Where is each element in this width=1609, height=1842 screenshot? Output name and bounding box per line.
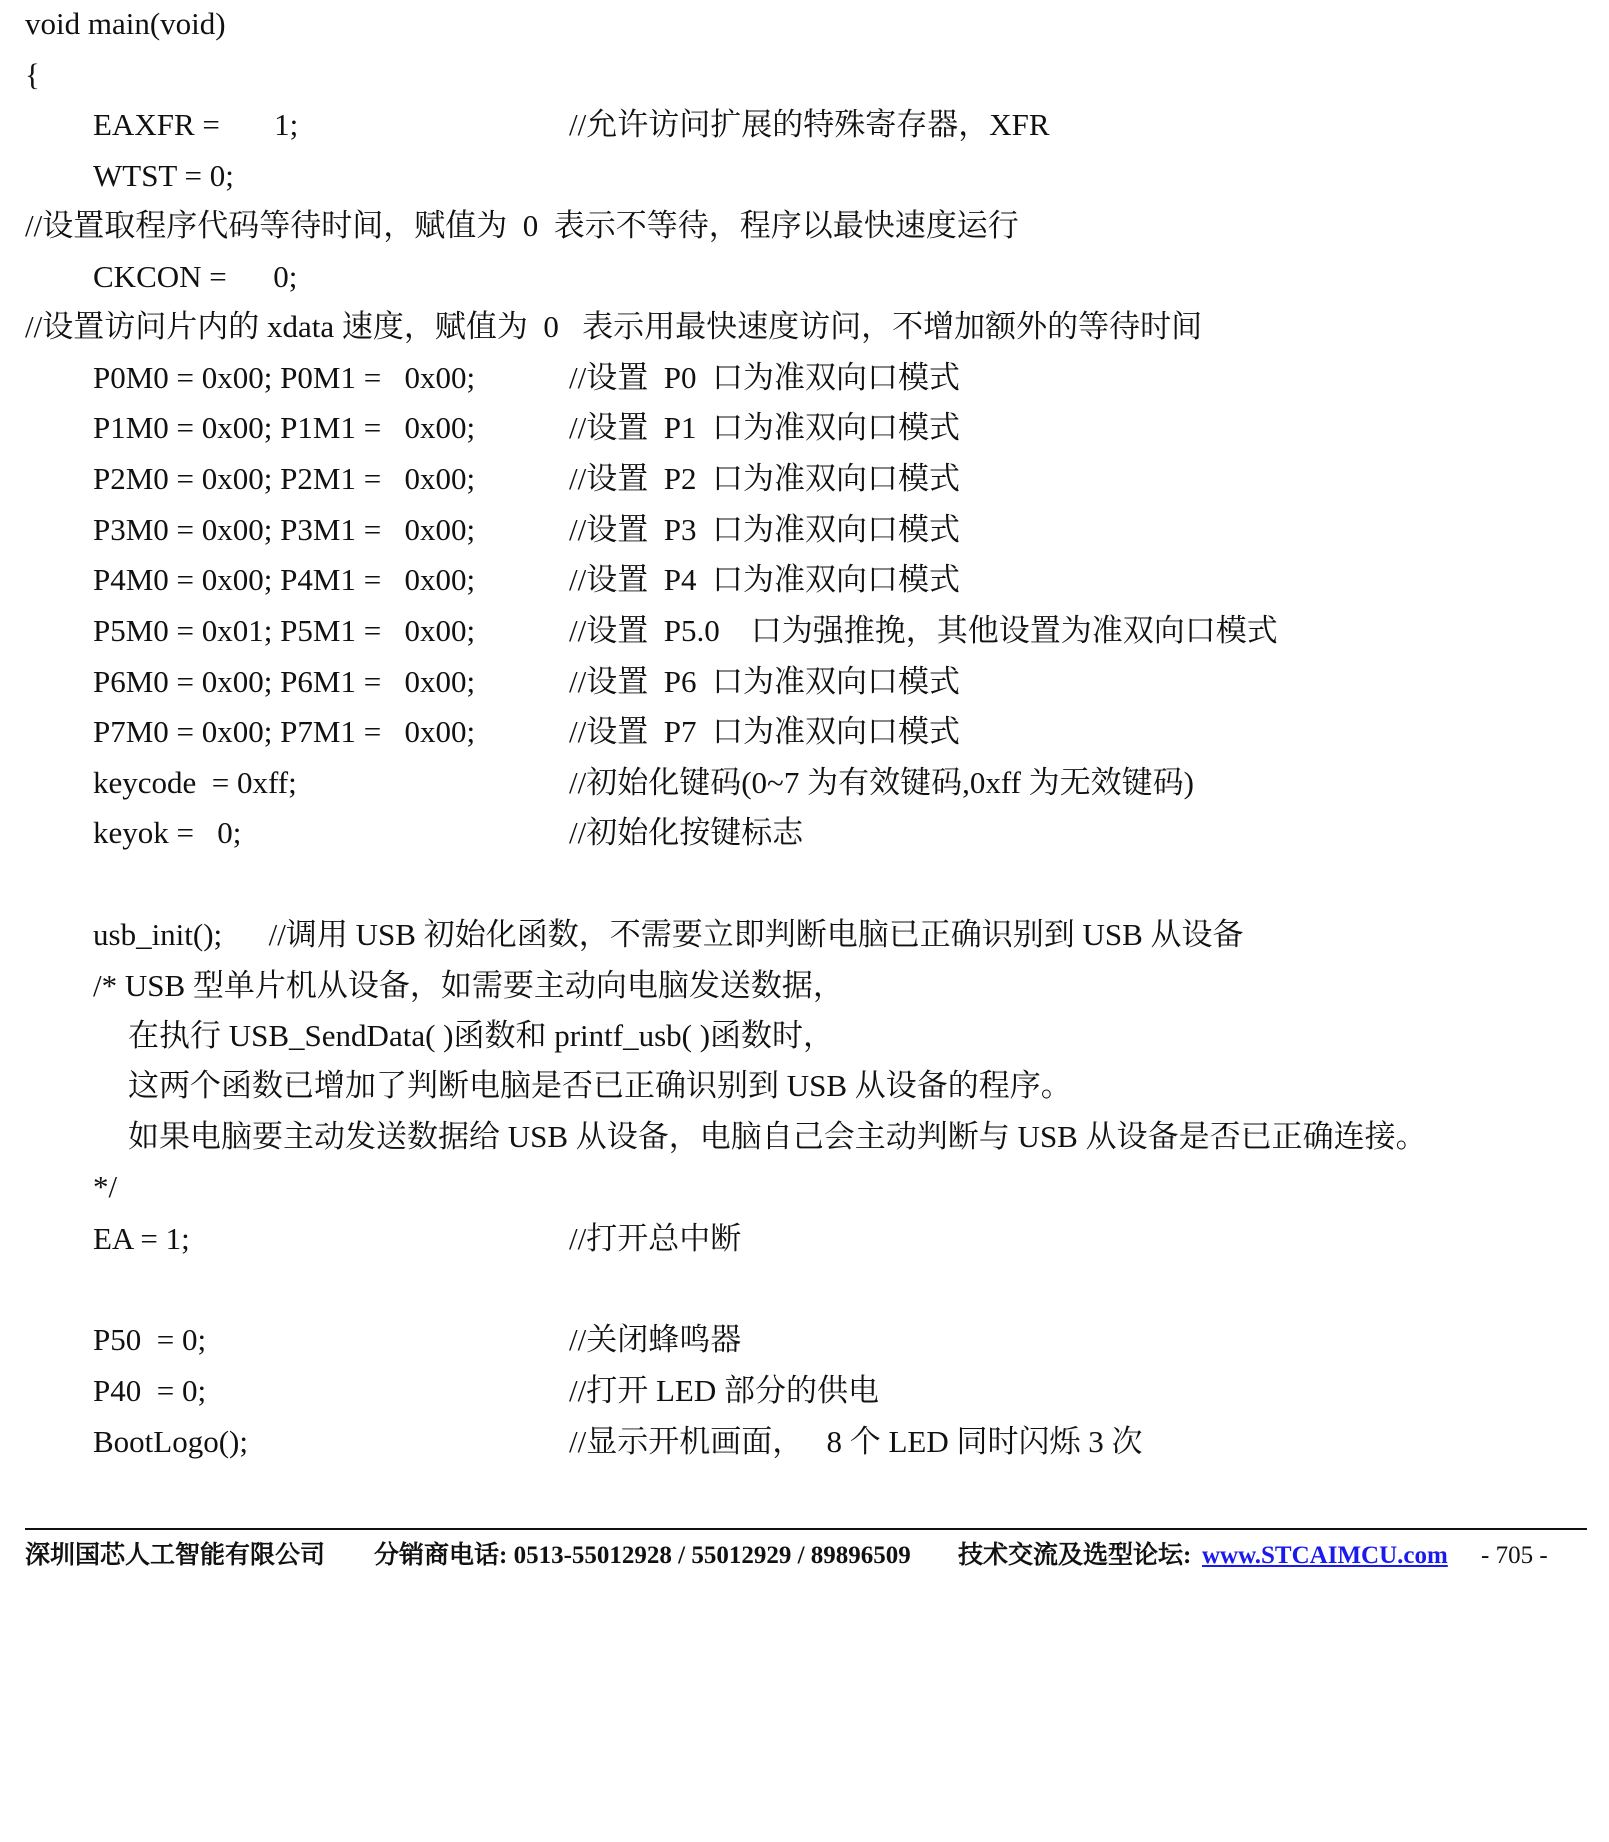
- code-line: P1M0 = 0x00; P1M1 = 0x00;: [93, 410, 476, 445]
- footer-forum-link[interactable]: www.STCAIMCU.com: [1202, 1542, 1448, 1569]
- code-line: P5M0 = 0x01; P5M1 = 0x00;: [93, 613, 476, 648]
- code-line: P7M0 = 0x00; P7M1 = 0x00;: [93, 714, 476, 749]
- code-line: //设置访问片内的 xdata 速度，赋值为 0 表示用最快速度访问，不增加额外的等待时间: [25, 309, 1203, 344]
- code-line: P50 = 0;: [93, 1322, 207, 1357]
- code-line: P40 = 0;: [93, 1373, 207, 1408]
- footer-divider: [25, 1528, 1587, 1530]
- code-line: {: [25, 57, 40, 92]
- code-line: //设置取程序代码等待时间，赋值为 0 表示不等待，程序以最快速度运行: [25, 208, 1019, 243]
- code-comment: //打开总中断: [569, 1221, 742, 1256]
- code-comment: //设置 P2 口为准双向口模式: [569, 461, 960, 496]
- code-comment: //设置 P0 口为准双向口模式: [569, 360, 960, 395]
- code-line: CKCON = 0;: [93, 259, 298, 294]
- code-line: P3M0 = 0x00; P3M1 = 0x00;: [93, 512, 476, 547]
- code-comment: //设置 P6 口为准双向口模式: [569, 664, 960, 699]
- code-comment: //初始化键码(0~7 为有效键码,0xff 为无效键码): [569, 765, 1194, 800]
- code-line: 如果电脑要主动发送数据给 USB 从设备，电脑自己会主动判断与 USB 从设备是否已正确连接。: [128, 1119, 1427, 1154]
- footer-phone: 分销商电话: 0513-55012928 / 55012929 / 89896509: [374, 1542, 911, 1569]
- code-line: keycode = 0xff;: [93, 765, 297, 800]
- code-line: */: [93, 1169, 118, 1204]
- code-comment: //设置 P7 口为准双向口模式: [569, 714, 960, 749]
- code-comment: //设置 P5.0 口为强推挽，其他设置为准双向口模式: [569, 613, 1278, 648]
- code-line: void main(void): [25, 6, 226, 41]
- code-line: BootLogo();: [93, 1424, 248, 1459]
- code-comment: //初始化按键标志: [569, 815, 804, 850]
- code-comment: //设置 P3 口为准双向口模式: [569, 512, 960, 547]
- code-line: usb_init(); //调用 USB 初始化函数，不需要立即判断电脑已正确识别到 USB 从设备: [93, 917, 1244, 952]
- code-comment: //打开 LED 部分的供电: [569, 1373, 879, 1408]
- code-line: WTST = 0;: [93, 158, 234, 193]
- footer-forum-label: 技术交流及选型论坛:: [958, 1542, 1192, 1569]
- code-line: P4M0 = 0x00; P4M1 = 0x00;: [93, 562, 476, 597]
- page-number: - 705 -: [1481, 1542, 1548, 1569]
- code-line: /* USB 型单片机从设备，如需要主动向电脑发送数据，: [93, 968, 844, 1003]
- code-line: EA = 1;: [93, 1221, 190, 1256]
- code-line: P6M0 = 0x00; P6M1 = 0x00;: [93, 664, 476, 699]
- code-comment: //设置 P1 口为准双向口模式: [569, 410, 960, 445]
- footer-company: 深圳国芯人工智能有限公司: [25, 1542, 326, 1569]
- code-line: EAXFR = 1;: [93, 107, 299, 142]
- code-line: 在执行 USB_SendData( )函数和 printf_usb( )函数时，: [128, 1018, 835, 1053]
- code-line: P2M0 = 0x00; P2M1 = 0x00;: [93, 461, 476, 496]
- code-comment: //显示开机画面， 8 个 LED 同时闪烁 3 次: [569, 1424, 1143, 1459]
- code-line: P0M0 = 0x00; P0M1 = 0x00;: [93, 360, 476, 395]
- code-comment: //允许访问扩展的特殊寄存器，XFR: [569, 107, 1050, 142]
- code-comment: //设置 P4 口为准双向口模式: [569, 562, 960, 597]
- page-footer: [0, 1534, 1609, 1578]
- code-line: keyok = 0;: [93, 815, 242, 850]
- code-comment: //关闭蜂鸣器: [569, 1322, 742, 1357]
- code-line: 这两个函数已增加了判断电脑是否已正确识别到 USB 从设备的程序。: [128, 1068, 1072, 1103]
